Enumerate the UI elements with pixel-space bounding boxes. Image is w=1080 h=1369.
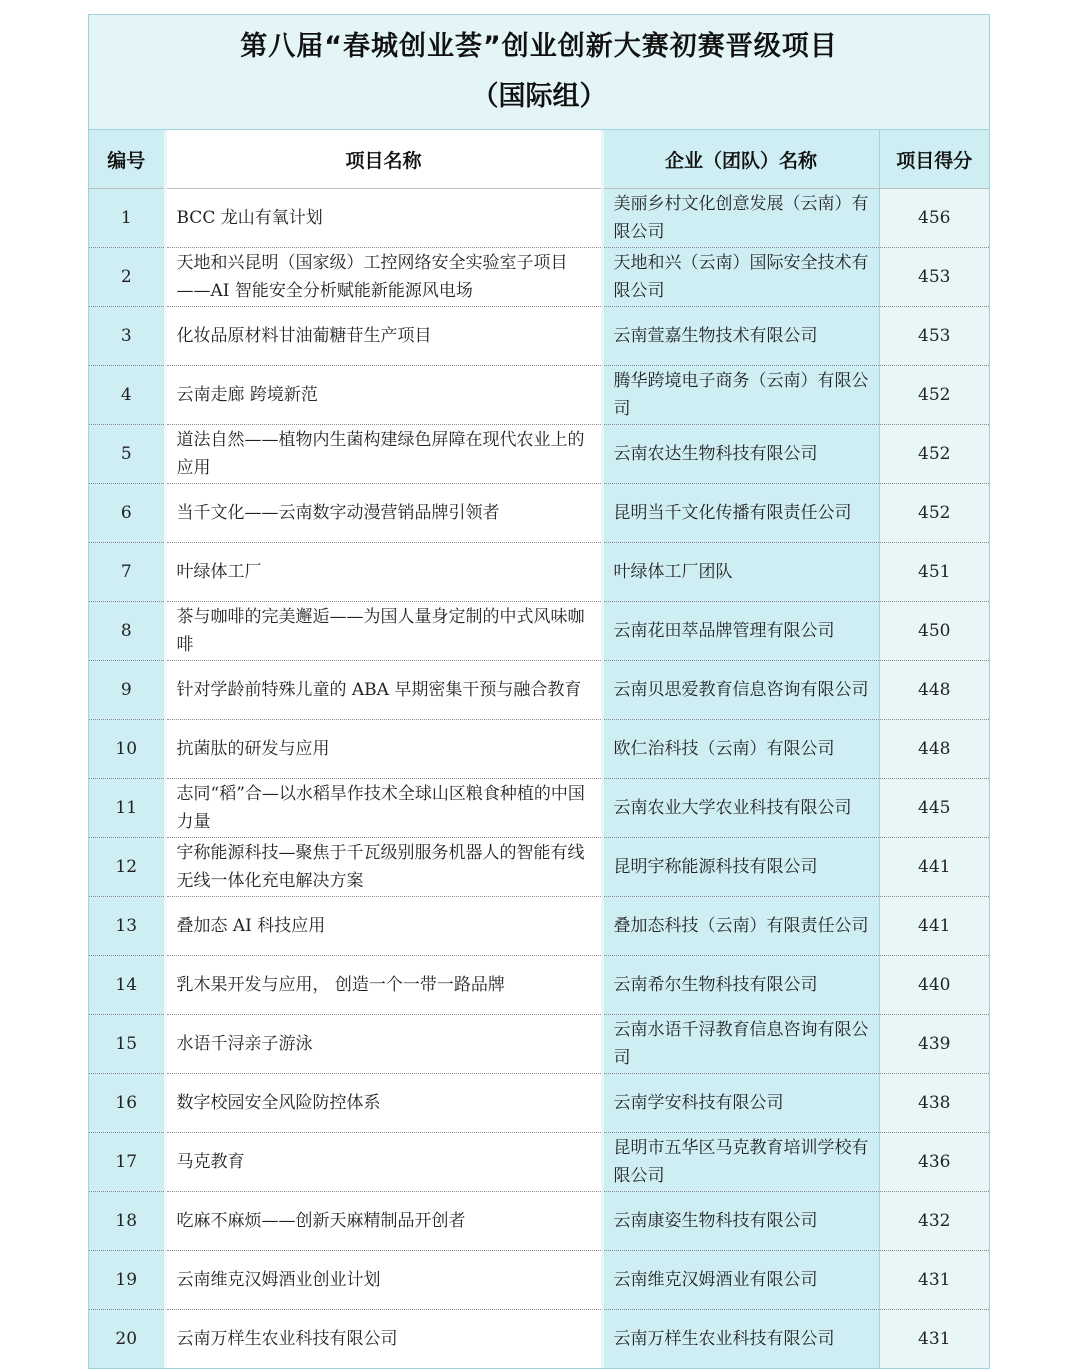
table-row <box>89 425 989 484</box>
table-row <box>89 779 989 838</box>
score-cell: 439 <box>879 1015 989 1074</box>
row-number: 1 <box>89 189 165 248</box>
table-body <box>89 189 989 1369</box>
row-number: 3 <box>89 307 165 366</box>
org-name-cell: 云南万样生农业科技有限公司 <box>602 1310 879 1369</box>
header-number: 编号 <box>89 130 165 189</box>
row-number: 5 <box>89 425 165 484</box>
org-name-cell: 云南萱嘉生物技术有限公司 <box>602 307 879 366</box>
score-cell: 445 <box>879 779 989 838</box>
org-name-cell: 叠加态科技（云南）有限责任公司 <box>602 897 879 956</box>
page-subtitle: （国际组） <box>471 81 607 112</box>
row-number: 10 <box>89 720 165 779</box>
score-cell: 452 <box>879 425 989 484</box>
row-number: 16 <box>89 1074 165 1133</box>
row-number: 11 <box>89 779 165 838</box>
org-name-cell: 云南希尔生物科技有限公司 <box>602 956 879 1015</box>
org-name-cell: 昆明当千文化传播有限责任公司 <box>602 484 879 543</box>
project-name-cell: 茶与咖啡的完美邂逅——为国人量身定制的中式风味咖啡 <box>165 602 602 661</box>
project-name-cell: 针对学龄前特殊儿童的 ABA 早期密集干预与融合教育 <box>165 661 602 720</box>
row-number: 19 <box>89 1251 165 1310</box>
header-project-name: 项目名称 <box>165 130 602 189</box>
project-name-cell: 云南维克汉姆酒业创业计划 <box>165 1251 602 1310</box>
table-row <box>89 307 989 366</box>
org-name-cell: 云南农达生物科技有限公司 <box>602 425 879 484</box>
table-row <box>89 1251 989 1310</box>
project-name-cell: 叶绿体工厂 <box>165 543 602 602</box>
org-name-cell: 天地和兴（云南）国际安全技术有限公司 <box>602 248 879 307</box>
row-number: 2 <box>89 248 165 307</box>
org-name-cell: 云南水语千浔教育信息咨询有限公司 <box>602 1015 879 1074</box>
org-name-cell: 云南学安科技有限公司 <box>602 1074 879 1133</box>
table-row <box>89 897 989 956</box>
org-name-cell: 腾华跨境电子商务（云南）有限公司 <box>602 366 879 425</box>
score-cell: 441 <box>879 838 989 897</box>
results-table <box>89 130 989 1368</box>
project-name-cell: 抗菌肽的研发与应用 <box>165 720 602 779</box>
table-row <box>89 1074 989 1133</box>
table-row <box>89 484 989 543</box>
org-name-cell: 昆明宇称能源科技有限公司 <box>602 838 879 897</box>
score-cell: 451 <box>879 543 989 602</box>
score-cell: 453 <box>879 307 989 366</box>
project-name-cell: 道法自然——植物内生菌构建绿色屏障在现代农业上的应用 <box>165 425 602 484</box>
row-number: 6 <box>89 484 165 543</box>
title-block <box>89 15 989 130</box>
table-row <box>89 543 989 602</box>
table-row <box>89 1133 989 1192</box>
results-sheet <box>88 14 990 1369</box>
score-cell: 440 <box>879 956 989 1015</box>
table-row <box>89 602 989 661</box>
score-cell: 448 <box>879 661 989 720</box>
org-name-cell: 叶绿体工厂团队 <box>602 543 879 602</box>
project-name-cell: 叠加态 AI 科技应用 <box>165 897 602 956</box>
score-cell: 450 <box>879 602 989 661</box>
score-cell: 431 <box>879 1251 989 1310</box>
score-cell: 448 <box>879 720 989 779</box>
score-cell: 438 <box>879 1074 989 1133</box>
header-org-name: 企业（团队）名称 <box>602 130 879 189</box>
row-number: 18 <box>89 1192 165 1251</box>
project-name-cell: 化妆品原材料甘油葡糖苷生产项目 <box>165 307 602 366</box>
project-name-cell: 水语千浔亲子游泳 <box>165 1015 602 1074</box>
table-row <box>89 189 989 248</box>
project-name-cell: BCC 龙山有氧计划 <box>165 189 602 248</box>
project-name-cell: 志同“稻”合—以水稻旱作技术全球山区粮食种植的中国力量 <box>165 779 602 838</box>
project-name-cell: 乳木果开发与应用， 创造一个一带一路品牌 <box>165 956 602 1015</box>
score-cell: 441 <box>879 897 989 956</box>
table-row <box>89 366 989 425</box>
table-row <box>89 1015 989 1074</box>
project-name-cell: 天地和兴昆明（国家级）工控网络安全实验室子项目——AI 智能安全分析赋能新能源风电场 <box>165 248 602 307</box>
row-number: 8 <box>89 602 165 661</box>
project-name-cell: 吃麻不麻烦——创新天麻精制品开创者 <box>165 1192 602 1251</box>
project-name-cell: 马克教育 <box>165 1133 602 1192</box>
org-name-cell: 云南维克汉姆酒业有限公司 <box>602 1251 879 1310</box>
project-name-cell: 云南万样生农业科技有限公司 <box>165 1310 602 1369</box>
row-number: 7 <box>89 543 165 602</box>
row-number: 14 <box>89 956 165 1015</box>
org-name-cell: 云南农业大学农业科技有限公司 <box>602 779 879 838</box>
table-row <box>89 838 989 897</box>
org-name-cell: 云南贝思爱教育信息咨询有限公司 <box>602 661 879 720</box>
score-cell: 452 <box>879 484 989 543</box>
row-number: 20 <box>89 1310 165 1369</box>
org-name-cell: 云南花田萃品牌管理有限公司 <box>602 602 879 661</box>
project-name-cell: 宇称能源科技—聚焦于千瓦级别服务机器人的智能有线无线一体化充电解决方案 <box>165 838 602 897</box>
org-name-cell: 美丽乡村文化创意发展（云南）有限公司 <box>602 189 879 248</box>
row-number: 9 <box>89 661 165 720</box>
score-cell: 452 <box>879 366 989 425</box>
table-row <box>89 956 989 1015</box>
table-row <box>89 1192 989 1251</box>
org-name-cell: 云南康姿生物科技有限公司 <box>602 1192 879 1251</box>
score-cell: 456 <box>879 189 989 248</box>
header-score: 项目得分 <box>879 130 989 189</box>
page-title: 第八届“春城创业荟”创业创新大赛初赛晋级项目 <box>240 31 838 62</box>
score-cell: 453 <box>879 248 989 307</box>
score-cell: 432 <box>879 1192 989 1251</box>
row-number: 17 <box>89 1133 165 1192</box>
project-name-cell: 当千文化——云南数字动漫营销品牌引领者 <box>165 484 602 543</box>
org-name-cell: 欧仁治科技（云南）有限公司 <box>602 720 879 779</box>
table-header-row <box>89 130 989 189</box>
table-row <box>89 248 989 307</box>
table-row <box>89 661 989 720</box>
row-number: 12 <box>89 838 165 897</box>
table-row <box>89 720 989 779</box>
score-cell: 431 <box>879 1310 989 1369</box>
score-cell: 436 <box>879 1133 989 1192</box>
project-name-cell: 云南走廊 跨境新范 <box>165 366 602 425</box>
table-row <box>89 1310 989 1369</box>
org-name-cell: 昆明市五华区马克教育培训学校有限公司 <box>602 1133 879 1192</box>
row-number: 15 <box>89 1015 165 1074</box>
row-number: 4 <box>89 366 165 425</box>
row-number: 13 <box>89 897 165 956</box>
project-name-cell: 数字校园安全风险防控体系 <box>165 1074 602 1133</box>
